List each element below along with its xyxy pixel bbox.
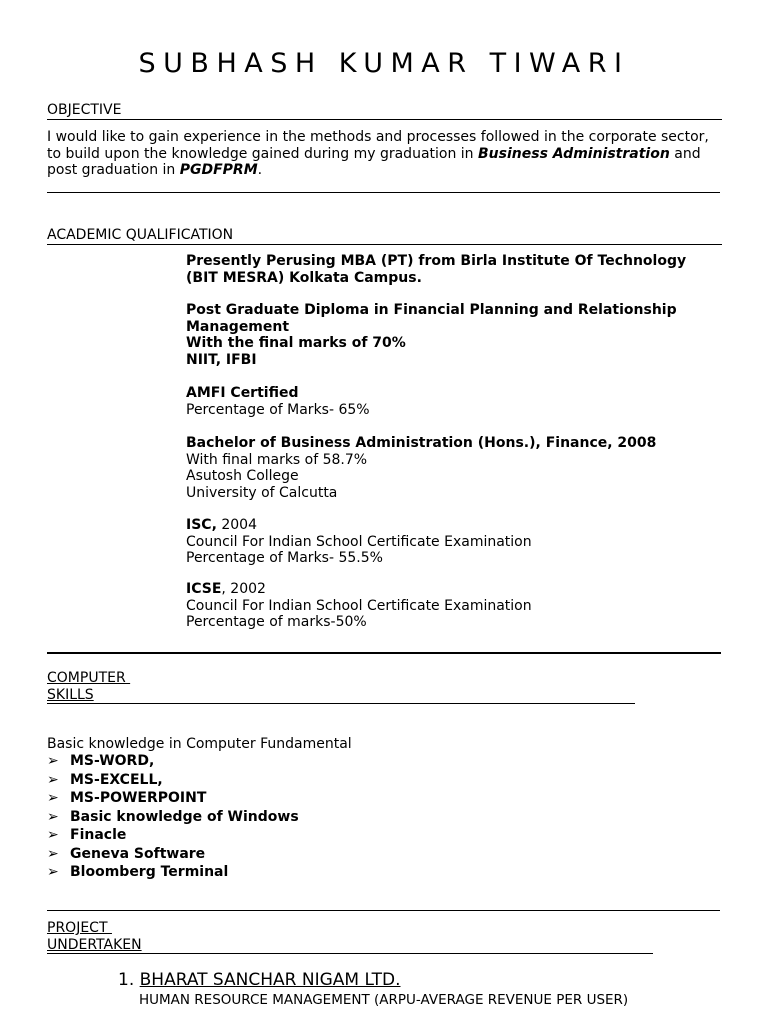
- mba-line-1: Presently Perusing MBA (PT) from Birla Institute Of Technology: [186, 253, 687, 269]
- objective-bottom-rule: [47, 192, 720, 193]
- isc-label: ISC,: [186, 517, 217, 533]
- qualification-icse: [186, 581, 726, 631]
- computer-heading-line-2: SKILLS: [47, 687, 94, 703]
- project-item-subtitle: HUMAN RESOURCE MANAGEMENT (ARPU-AVERAGE REVENUE PER USER): [139, 992, 629, 1008]
- objective-text-3c: .: [257, 162, 263, 178]
- skill-label: Geneva Software: [70, 845, 206, 862]
- objective-text: [47, 129, 727, 179]
- arrow-bullet-icon: ➢: [47, 753, 59, 769]
- objective-emphasis-pgdfprm: PGDFPRM: [179, 162, 258, 178]
- isc-line-2: Council For Indian School Certificate Examination: [186, 533, 532, 550]
- icse-line-1: [186, 581, 726, 598]
- academic-rule: [47, 244, 722, 245]
- academic-heading: ACADEMIC QUALIFICATION: [47, 227, 234, 243]
- project-item-title: BHARAT SANCHAR NIGAM LTD.: [139, 970, 401, 990]
- qualification-pgd: [186, 302, 726, 368]
- bba-line-2: With final marks of 58.7%: [186, 451, 368, 468]
- skill-item: [47, 863, 299, 882]
- skill-label: Finacle: [70, 827, 127, 843]
- computer-bottom-rule: [47, 910, 720, 911]
- objective-line-2: [47, 146, 727, 163]
- computer-intro: Basic knowledge in Computer Fundamental: [47, 736, 352, 752]
- objective-line-1: I would like to gain experience in the methods and processes followed in the corporate sector,: [47, 129, 709, 145]
- computer-skills-heading: [47, 670, 130, 704]
- objective-text-3a: post graduation in: [47, 162, 180, 178]
- pgd-line-4: NIIT, IFBI: [186, 351, 257, 368]
- amfi-line-2: Percentage of Marks- 65%: [186, 401, 370, 418]
- skill-label: MS-EXCELL,: [70, 771, 163, 788]
- objective-rule: [47, 119, 722, 120]
- skill-label: MS-WORD,: [70, 753, 155, 769]
- bba-line-1: Bachelor of Business Administration (Hons.), Finance, 2008: [186, 435, 657, 451]
- isc-line-1: [186, 517, 726, 534]
- skill-item: [47, 771, 299, 790]
- mba-line-2: (BIT MESRA) Kolkata Campus.: [186, 269, 422, 286]
- skill-item: [47, 845, 299, 864]
- bba-line-3: Asutosh College: [186, 468, 299, 484]
- arrow-bullet-icon: ➢: [47, 845, 59, 862]
- qualification-bba: [186, 435, 726, 501]
- skills-list: [47, 752, 299, 882]
- arrow-bullet-icon: ➢: [47, 808, 59, 825]
- project-heading: [47, 920, 142, 954]
- project-heading-line-2: UNDERTAKEN: [47, 937, 142, 953]
- skill-item: [47, 826, 299, 845]
- project-item-number: 1.: [118, 970, 135, 990]
- arrow-bullet-icon: ➢: [47, 790, 59, 806]
- isc-year: 2004: [216, 517, 257, 533]
- skill-label: Basic knowledge of Windows: [70, 808, 299, 825]
- pgd-line-3: With the final marks of 70%: [186, 335, 406, 351]
- skill-label: Bloomberg Terminal: [70, 864, 229, 880]
- skill-label: MS-POWERPOINT: [70, 790, 207, 806]
- amfi-line-1: AMFI Certified: [186, 385, 299, 401]
- icse-year: , 2002: [221, 581, 266, 597]
- bba-line-4: University of Calcutta: [186, 484, 338, 501]
- qualification-amfi: [186, 385, 726, 418]
- objective-text-2a: to build upon the knowledge gained during my graduation in: [47, 145, 478, 162]
- arrow-bullet-icon: ➢: [47, 827, 59, 843]
- skill-item: [47, 752, 299, 771]
- project-item-1: [118, 970, 401, 990]
- project-heading-line-1: PROJECT: [47, 920, 112, 936]
- arrow-bullet-icon: ➢: [47, 771, 59, 788]
- icse-label: ICSE: [186, 581, 222, 597]
- objective-text-2c: and: [669, 145, 701, 162]
- project-rule: [47, 953, 653, 954]
- icse-line-2: Council For Indian School Certificate Examination: [186, 597, 532, 614]
- qualification-isc: [186, 517, 726, 567]
- objective-emphasis-bba: Business Administration: [478, 145, 670, 162]
- objective-line-3: [47, 162, 727, 179]
- computer-skills-rule: [47, 703, 635, 704]
- academic-bottom-rule: [47, 652, 721, 654]
- icse-line-3: Percentage of marks-50%: [186, 614, 367, 630]
- pgd-line-1: Post Graduate Diploma in Financial Planning and Relationship: [186, 302, 677, 318]
- isc-line-3: Percentage of Marks- 55.5%: [186, 550, 383, 566]
- skill-item: [47, 808, 299, 827]
- qualification-mba: [186, 253, 726, 286]
- skill-item: [47, 789, 299, 808]
- computer-heading-line-1: COMPUTER: [47, 670, 131, 686]
- arrow-bullet-icon: ➢: [47, 864, 59, 880]
- candidate-name: SUBHASH KUMAR TIWARI: [138, 48, 630, 79]
- pgd-line-2: Management: [186, 318, 290, 335]
- objective-heading: OBJECTIVE: [47, 102, 122, 118]
